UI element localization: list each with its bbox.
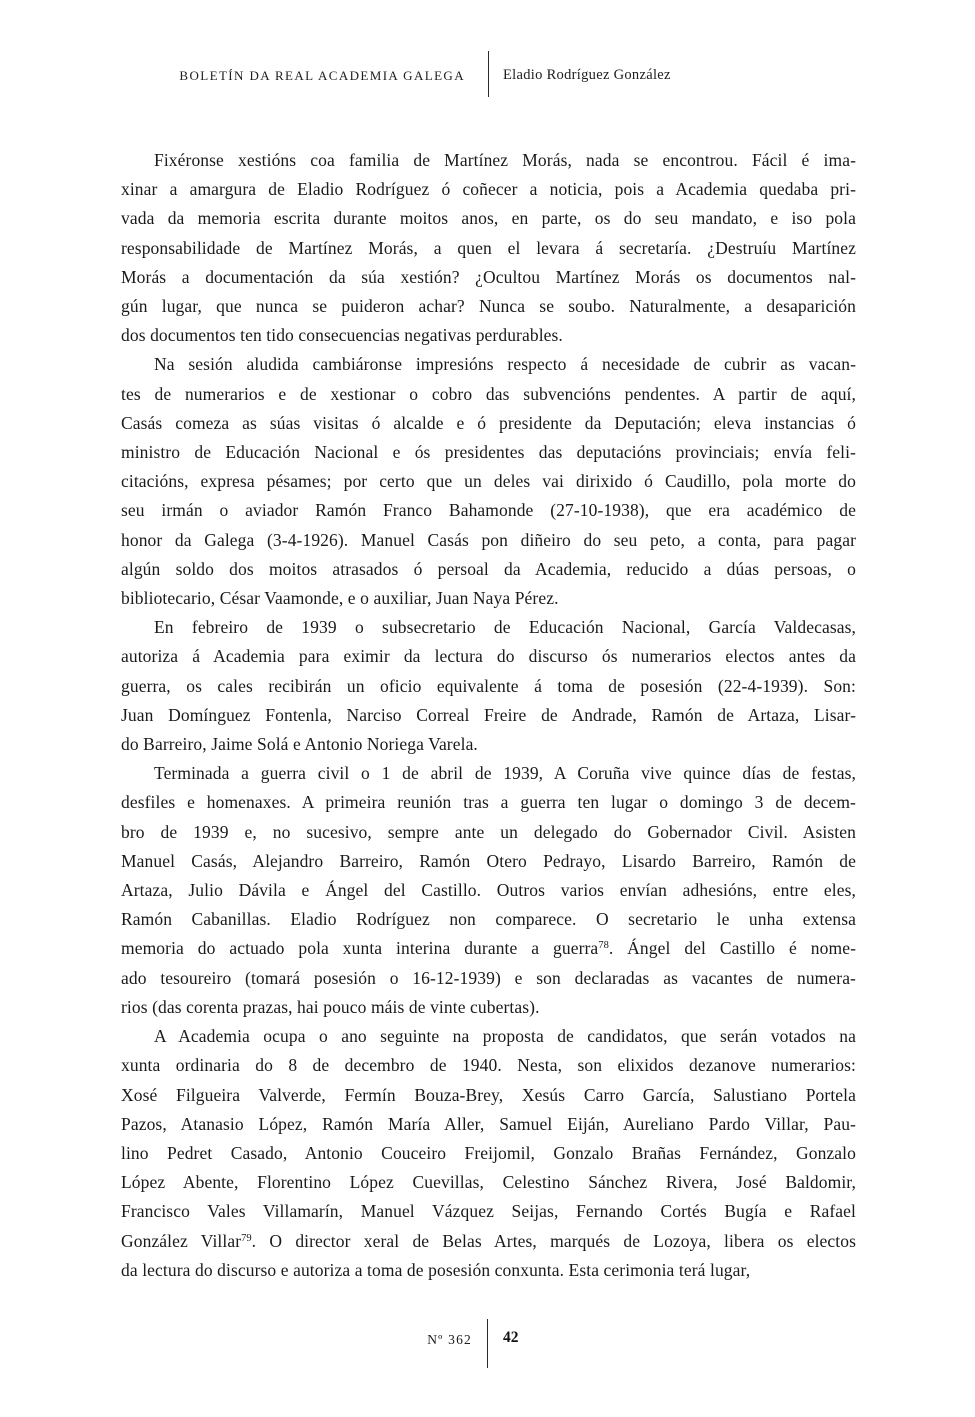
text-line: dos documentos ten tido consecuencias negativas perdurables. — [121, 325, 563, 346]
text-line: bro de 1939 e, no sucesivo, sempre ante un delegado do Gobernador Civil. Asisten — [121, 821, 856, 842]
text-line: Juan Domínguez Fontenla, Narciso Correal Freire de Andrade, Ramón de Artaza, Lisar- — [121, 704, 856, 725]
text-line: xinar a amargura de Eladio Rodríguez ó coñecer a noticia, pois a Academia quedaba pri- — [121, 179, 856, 200]
text-line: xunta ordinaria do 8 de decembro de 1940. Nesta, son elixidos dezanove numerarios: — [121, 1055, 856, 1076]
text-line: ado tesoureiro (tomará posesión o 16-12-1939) e son declaradas as vacantes de numera- — [121, 967, 856, 988]
paragraph — [121, 146, 856, 350]
running-head-author: Eladio Rodríguez González — [503, 67, 671, 83]
paragraph — [121, 350, 856, 613]
text-line: A Academia ocupa o ano seguinte na proposta de candidatos, que serán votados na — [154, 1026, 856, 1047]
text-line: da lectura do discurso e autoriza a toma de posesión conxunta. Esta cerimonia terá lugar, — [121, 1259, 751, 1280]
text-line: Pazos, Atanasio López, Ramón María Aller, Samuel Eiján, Aureliano Pardo Villar, Pau- — [121, 1113, 856, 1134]
text-line: lino Pedret Casado, Antonio Couceiro Freijomil, Gonzalo Brañas Fernández, Gonzalo — [121, 1142, 856, 1163]
header-divider — [488, 51, 489, 97]
paragraph — [121, 1022, 856, 1285]
text-line: Xosé Filgueira Valverde, Fermín Bouza-Brey, Xesús Carro García, Salustiano Portela — [121, 1084, 856, 1105]
text-line: Ramón Cabanillas. Eladio Rodríguez non comparece. O secretario le unha extensa — [121, 909, 856, 930]
footnote-reference: 78 — [598, 940, 609, 952]
text-line: ministro de Educación Nacional e ós presidentes das deputacións provinciais; envía feli- — [121, 442, 856, 463]
text-line: Terminada a guerra civil o 1 de abril de 1939, A Coruña vive quince días de festas, — [154, 763, 856, 784]
text-line: honor da Galega (3-4-1926). Manuel Casás pon diñeiro do seu peto, a conta, para pagar — [121, 529, 856, 550]
text-line: desfiles e homenaxes. A primeira reunión tras a guerra ten lugar o domingo 3 de decem- — [121, 792, 856, 813]
text-line: bibliotecario, César Vaamonde, e o auxiliar, Juan Naya Pérez. — [121, 588, 559, 609]
text-line: gún lugar, que nunca se puideron achar? Nunca se soubo. Naturalmente, a desaparición — [121, 296, 856, 317]
issue-number: Nº 362 — [427, 1332, 472, 1347]
text-line: En febreiro de 1939 o subsecretario de Educación Nacional, García Valdecasas, — [154, 617, 856, 638]
text-line: Fixéronse xestións coa familia de Martínez Morás, nada se encontrou. Fácil é ima- — [154, 150, 856, 170]
paragraph — [121, 759, 856, 1022]
paragraph — [121, 613, 856, 759]
text-line: Morás a documentación da súa xestión? ¿Ocultou Martínez Morás os documentos nal- — [121, 266, 856, 287]
footnote-reference: 79 — [241, 1232, 252, 1244]
text-line: Na sesión aludida cambiáronse impresións respecto á necesidade de cubrir as vacan- — [154, 354, 856, 375]
text-line: González Villar$^{79}$. O director xeral de Belas Artes, marqués de Lozoya, libera os electos — [121, 1230, 856, 1251]
text-line: citacións, expresa pésames; por certo que un deles vai dirixido ó Caudillo, pola morte do — [121, 471, 856, 492]
text-line: memoria do actuado pola xunta interina durante a guerra$^{78}$. Ángel del Castillo é nome- — [121, 938, 856, 959]
text-line: vada da memoria escrita durante moitos anos, en parte, os do seu mandato, e iso pola — [121, 208, 856, 229]
text-line: Artaza, Julio Dávila e Ángel del Castillo. Outros varios envían adhesións, entre eles, — [121, 880, 856, 901]
text-line: algún soldo dos moitos atrasados ó persoal da Academia, reducido a dúas persoas, o — [121, 558, 856, 579]
text-line: tes de numerarios e de xestionar o cobro das subvencións pendentes. A partir de aquí, — [121, 383, 856, 404]
text-line: Francisco Vales Villamarín, Manuel Vázquez Seijas, Fernando Cortés Bugía e Rafael — [121, 1201, 856, 1222]
text-line: rios (das corenta prazas, hai pouco máis de vinte cubertas). — [121, 996, 540, 1017]
text-line: responsabilidade de Martínez Morás, a quen el levara á secretaría. ¿Destruíu Martínez — [121, 237, 856, 258]
text-line: López Abente, Florentino López Cuevillas, Celestino Sánchez Rivera, José Baldomir, — [121, 1172, 856, 1193]
page-number: 42 — [503, 1329, 519, 1346]
journal-title: BOLETÍN DA REAL ACADEMIA GALEGA — [179, 68, 465, 83]
footer-divider — [487, 1319, 488, 1368]
text-line: Casás comeza as súas visitas ó alcalde e ó presidente da Deputación; eleva instancias ó — [121, 412, 856, 433]
text-line: autoriza á Academia para eximir da lectura do discurso ós numerarios electos antes da — [121, 646, 856, 667]
text-line: guerra, os cales recibirán un oficio equivalente á toma de posesión (22-4-1939). Son: — [121, 675, 856, 696]
text-line: do Barreiro, Jaime Solá e Antonio Noriega Varela. — [121, 734, 478, 755]
text-line: Manuel Casás, Alejandro Barreiro, Ramón Otero Pedrayo, Lisardo Barreiro, Ramón de — [121, 850, 856, 871]
text-line: seu irmán o aviador Ramón Franco Bahamonde (27-10-1938), que era académico de — [121, 500, 856, 521]
article-body — [121, 146, 856, 1285]
